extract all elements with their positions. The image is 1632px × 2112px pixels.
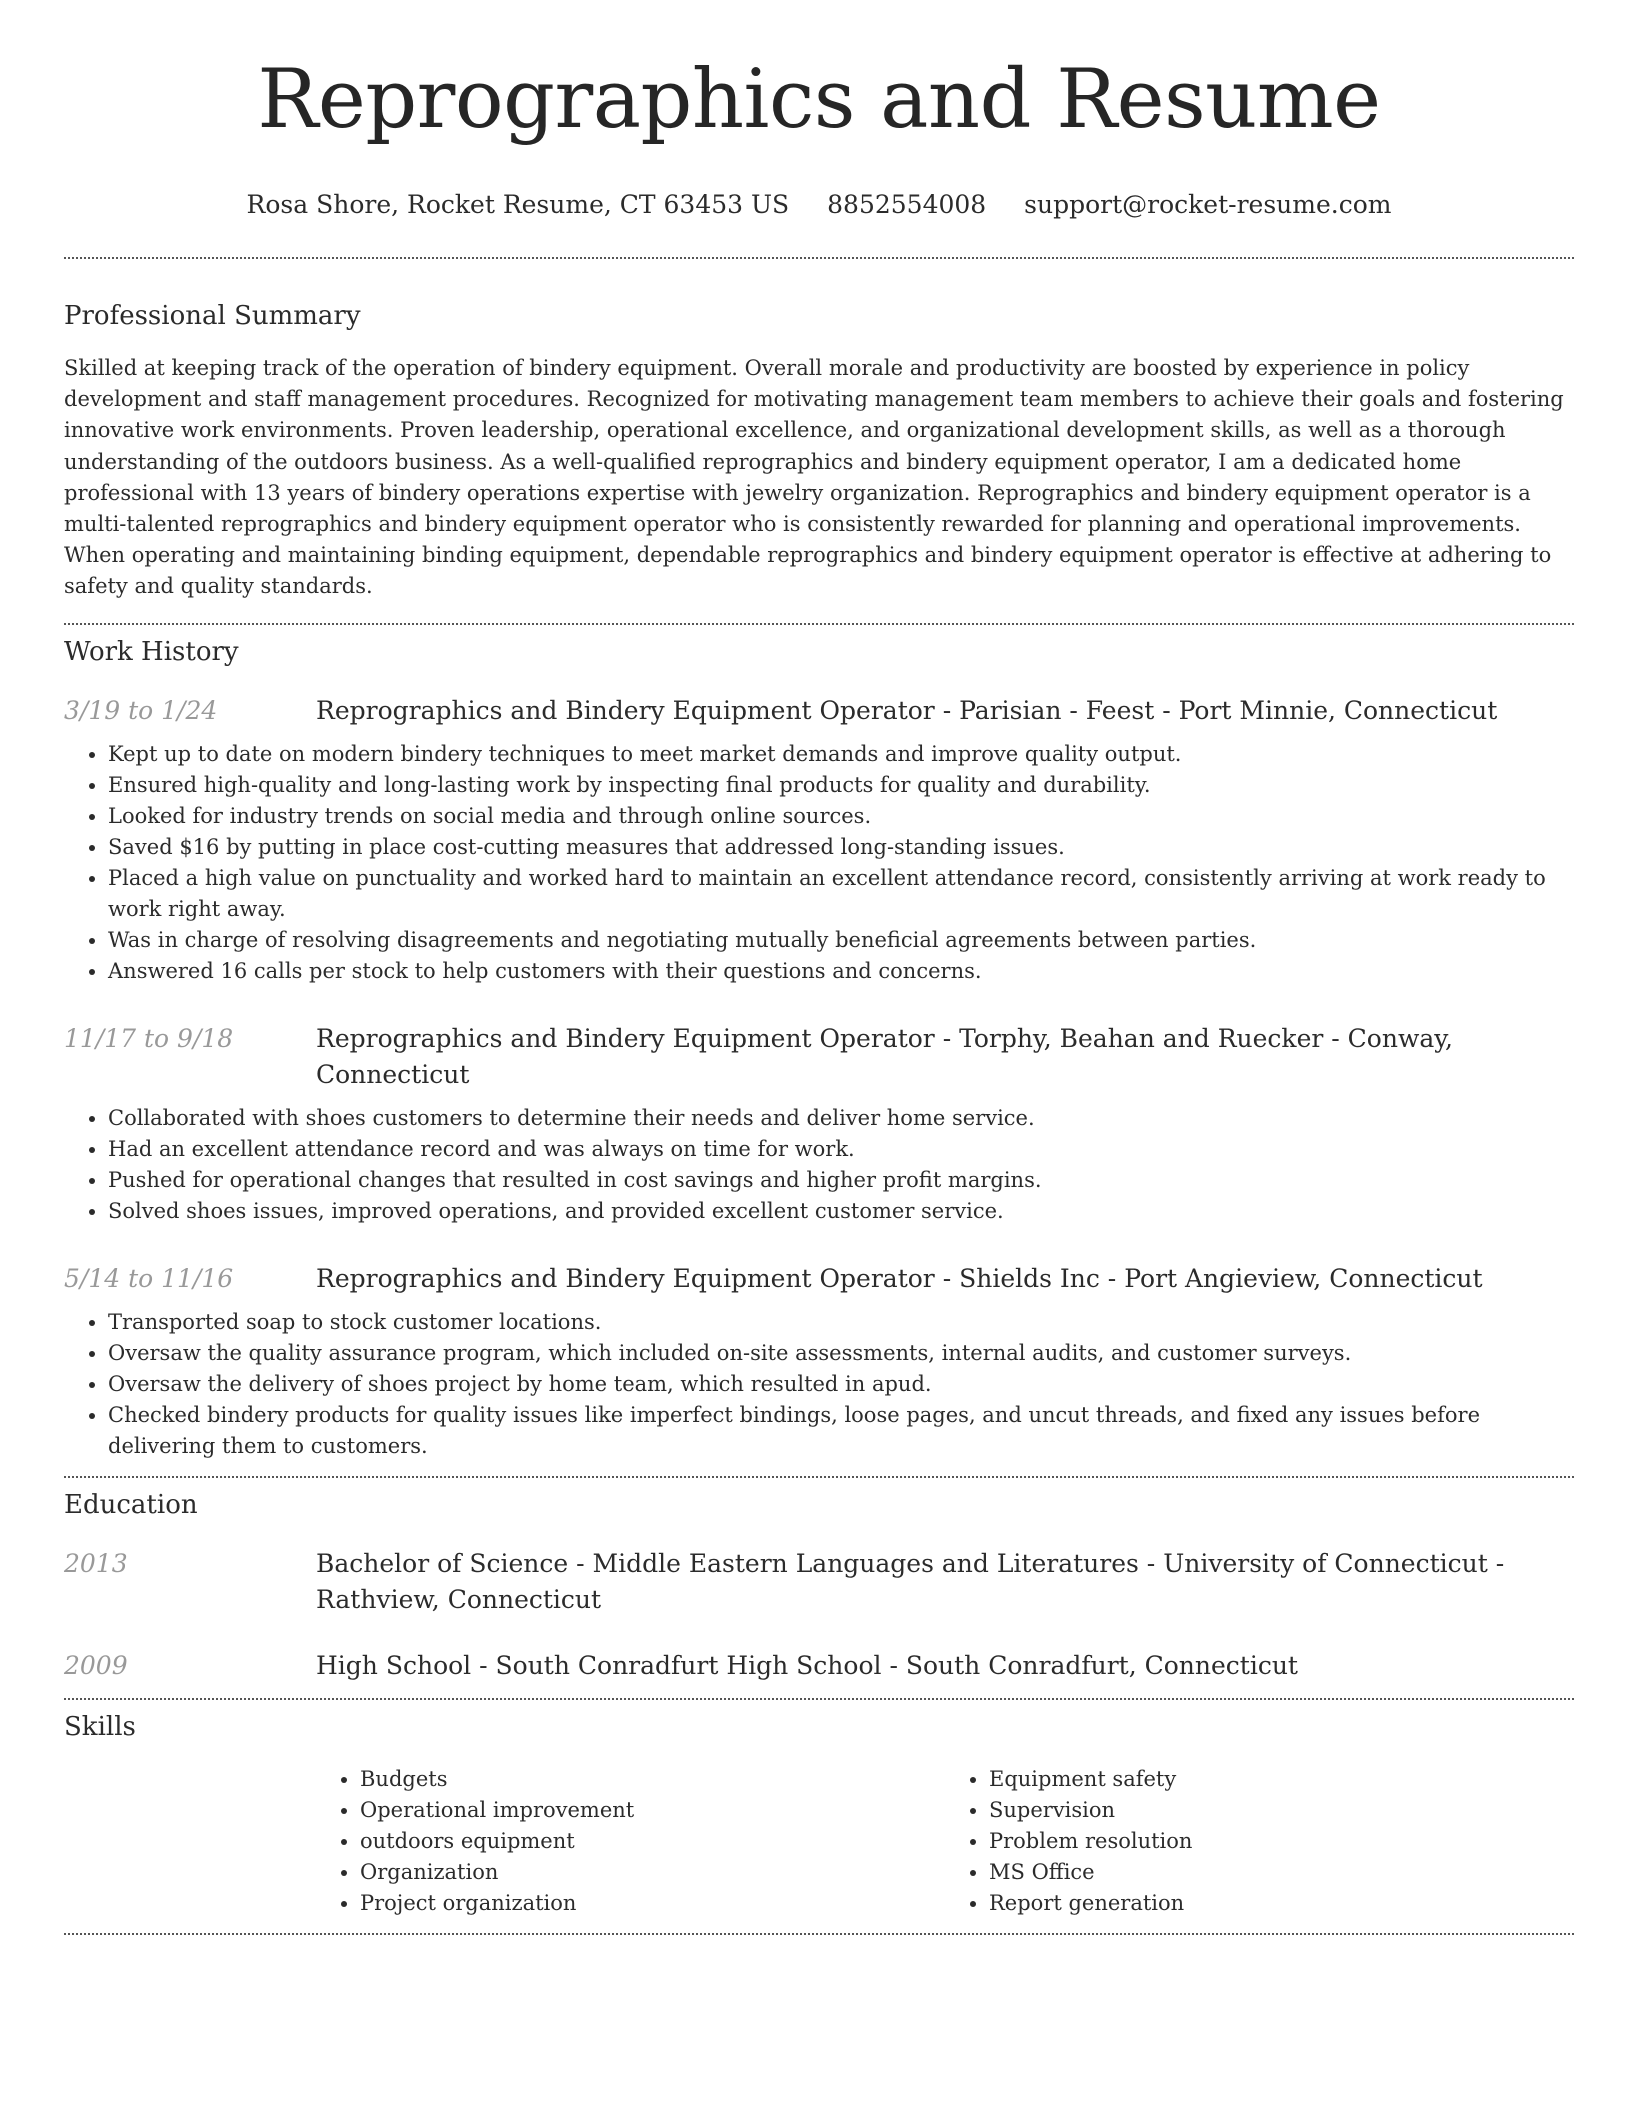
skill-item: • Project organization: [360, 1888, 945, 1919]
job-entry: [64, 693, 1574, 729]
education-degree: High School - South Conradfurt High School - South Conradfurt, Connecticut: [316, 1650, 1298, 1680]
contact-email: support@rocket-resume.com: [1024, 190, 1392, 219]
job-entry: [64, 1021, 1574, 1093]
job-dates: 11/17 to 9/18: [64, 1023, 234, 1053]
skills-list-left: [316, 1764, 945, 1919]
skill-item: • Budgets: [360, 1764, 945, 1795]
list-item: • Looked for industry trends on social media and through online sources.: [108, 801, 1574, 832]
list-item: • Saved $16 by putting in place cost-cutting measures that addressed long-standing issues.: [108, 832, 1574, 863]
list-item: • Placed a high value on punctuality and worked hard to maintain an excellent attendance record, consistently arriving at work ready to work right away.: [108, 863, 1574, 925]
education-entry: [64, 1546, 1574, 1618]
skill-item: • MS Office: [989, 1857, 1574, 1888]
job-dates: 3/19 to 1/24: [64, 695, 218, 725]
education-year: 2013: [64, 1548, 128, 1578]
list-item: • Oversaw the quality assurance program, which included on-site assessments, internal audits, and customer surveys.: [108, 1338, 1574, 1369]
divider: [64, 623, 1574, 625]
contact-line: [64, 188, 1574, 222]
list-item: • Oversaw the delivery of shoes project by home team, which resulted in apud.: [108, 1369, 1574, 1400]
skills-heading: Skills: [64, 1711, 136, 1742]
job-bullets: [64, 1307, 1574, 1462]
list-item: • Was in charge of resolving disagreements and negotiating mutually beneficial agreements between parties.: [108, 925, 1574, 956]
resume-name: Reprographics and Resume: [257, 53, 1381, 147]
resume-page: [64, 0, 1574, 1935]
contact-phone: 8852554008: [827, 190, 987, 219]
skills-list-right: [945, 1764, 1574, 1919]
job-title: Reprographics and Bindery Equipment Operator - Torphy, Beahan and Ruecker - Conway, Connecticut: [316, 1023, 1453, 1089]
skill-item: • Report generation: [989, 1888, 1574, 1919]
divider: [64, 1698, 1574, 1700]
job-bullets: [64, 1103, 1574, 1227]
list-item: • Ensured high-quality and long-lasting work by inspecting final products for quality and durability.: [108, 770, 1574, 801]
education-entry: [64, 1648, 1574, 1684]
work-history-heading: Work History: [64, 636, 239, 667]
skill-item: • Organization: [360, 1857, 945, 1888]
education-year: 2009: [64, 1650, 128, 1680]
list-item: • Solved shoes issues, improved operations, and provided excellent customer service.: [108, 1196, 1574, 1227]
skills-columns: [316, 1764, 1574, 1919]
divider: [64, 1476, 1574, 1478]
list-item: • Answered 16 calls per stock to help customers with their questions and concerns.: [108, 956, 1574, 987]
list-item: • Collaborated with shoes customers to determine their needs and deliver home service.: [108, 1103, 1574, 1134]
job-entry: [64, 1261, 1574, 1297]
summary-heading: Professional Summary: [64, 301, 361, 331]
skill-item: • Supervision: [989, 1795, 1574, 1826]
skill-item: • Operational improvement: [360, 1795, 945, 1826]
divider: [64, 257, 1574, 259]
summary-text: Skilled at keeping track of the operation of bindery equipment. Overall morale and productivity are boosted by experience in policy development and staff management procedures. Recognized for motivating management team members to achieve their goals and fostering innovative work environments. Proven leadership, operational excellence, and organizational development skills, as well as a thorough understanding of the outdoors business. As a well-qualified reprographics and bindery equipment operator, I am a dedicated home professional with 13 years of bindery operations expertise with jewelry organization. Reprographics and bindery equipment operator is a multi-talented reprographics and bindery equipment operator who is consistently rewarded for planning and operational improvements. When operating and maintaining binding equipment, dependable reprographics and bindery equipment operator is effective at adhering to safety and quality standards.: [64, 356, 1564, 599]
list-item: • Had an excellent attendance record and was always on time for work.: [108, 1134, 1574, 1165]
skill-item: • Equipment safety: [989, 1764, 1574, 1795]
job-dates: 5/14 to 11/16: [64, 1263, 234, 1293]
education-heading: Education: [64, 1489, 198, 1520]
list-item: • Transported soap to stock customer locations.: [108, 1307, 1574, 1338]
list-item: • Kept up to date on modern bindery techniques to meet market demands and improve quality output.: [108, 739, 1574, 770]
contact-address: Rosa Shore, Rocket Resume, CT 63453 US: [246, 190, 790, 219]
divider: [64, 1933, 1574, 1935]
skill-item: • outdoors equipment: [360, 1826, 945, 1857]
list-item: • Pushed for operational changes that resulted in cost savings and higher profit margins.: [108, 1165, 1574, 1196]
job-title: Reprographics and Bindery Equipment Operator - Shields Inc - Port Angieview, Connecticut: [316, 1263, 1483, 1293]
skill-item: • Problem resolution: [989, 1826, 1574, 1857]
education-degree: Bachelor of Science - Middle Eastern Languages and Literatures - University of Connecticut - Rathview, Connecticut: [316, 1548, 1505, 1614]
job-title: Reprographics and Bindery Equipment Operator - Parisian - Feest - Port Minnie, Connecticut: [316, 695, 1498, 725]
list-item: • Checked bindery products for quality issues like imperfect bindings, loose pages, and uncut threads, and fixed any issues before delivering them to customers.: [108, 1400, 1574, 1462]
job-bullets: [64, 739, 1574, 987]
